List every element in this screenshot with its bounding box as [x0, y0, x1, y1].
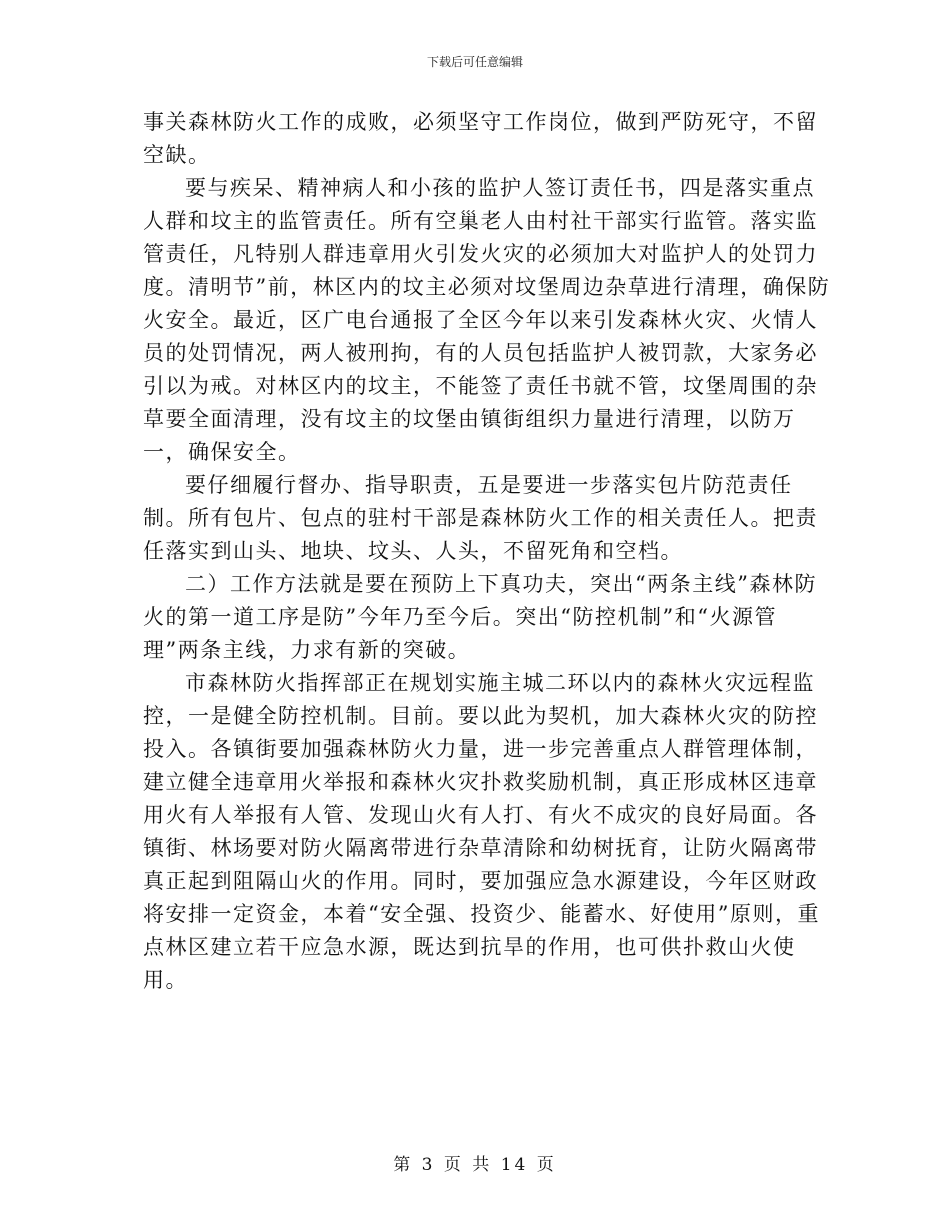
document-body — [143, 106, 833, 997]
page-header-note: 下载后可任意编辑 — [426, 55, 523, 69]
paragraph-continuation: 事关森林防火工作的成败，必须坚守工作岗位，做到严防死守，不留空缺。 — [143, 110, 818, 167]
paragraph: 二）工作方法就是要在预防上下真功夫，突出“两条主线”森林防火的第一道工序是防”今年乃至今后。突出“防控机制”和“火源管理”两条主线，力求有新的突破。 — [143, 572, 817, 662]
paragraph: 市森林防火指挥部正在规划实施主城二环以内的森林火灾远程监控，一是健全防控机制。目前。要以此为契机，加大森林火灾的防控投入。各镇街要加强森林防火力量，进一步完善重点人群管理体制，建立健全违章用火举报和森林火灾扑救奖励机制，真正形成林区违章用火有人举报有人管、发现山火有人打、有火不成灾的良好局面。各镇街、林场要对防火隔离带进行杂草清除和幼树抚育，让防火隔离带真正起到阻隔山火的作用。同时，要加强应急水源建设，今年区财政将安排一定资金，本着“安全强、投资少、能蓄水、好使用”原则，重点林区建立若干应急水源，既达到抗旱的作用，也可供扑救山火使用。 — [143, 671, 820, 992]
page-number-footer: 第 3 页 共 14 页 — [393, 1155, 557, 1175]
paragraph: 要仔细履行督办、指导职责，五是要进一步落实包片防范责任制。所有包片、包点的驻村干部是森林防火工作的相关责任人。把责任落实到山头、地块、坟头、人头，不留死角和空档。 — [143, 473, 818, 563]
paragraph: 要与疾呆、精神病人和小孩的监护人签订责任书，四是落实重点人群和坟主的监管责任。所有空巢老人由村社干部实行监管。落实监管责任，凡特别人群违章用火引发火灾的必须加大对监护人的处罚力度。清明节”前，林区内的坟主必须对坟堡周边杂草进行清理，确保防火安全。最近，区广电台通报了全区今年以来引发森林火灾、火情人员的处罚情况，两人被刑拘，有的人员包括监护人被罚款，大家务必引以为戒。对林区内的坟主，不能签了责任书就不管，坟堡周围的杂草要全面清理，没有坟主的坟堡由镇街组织力量进行清理，以防万一，确保安全。 — [143, 176, 831, 464]
